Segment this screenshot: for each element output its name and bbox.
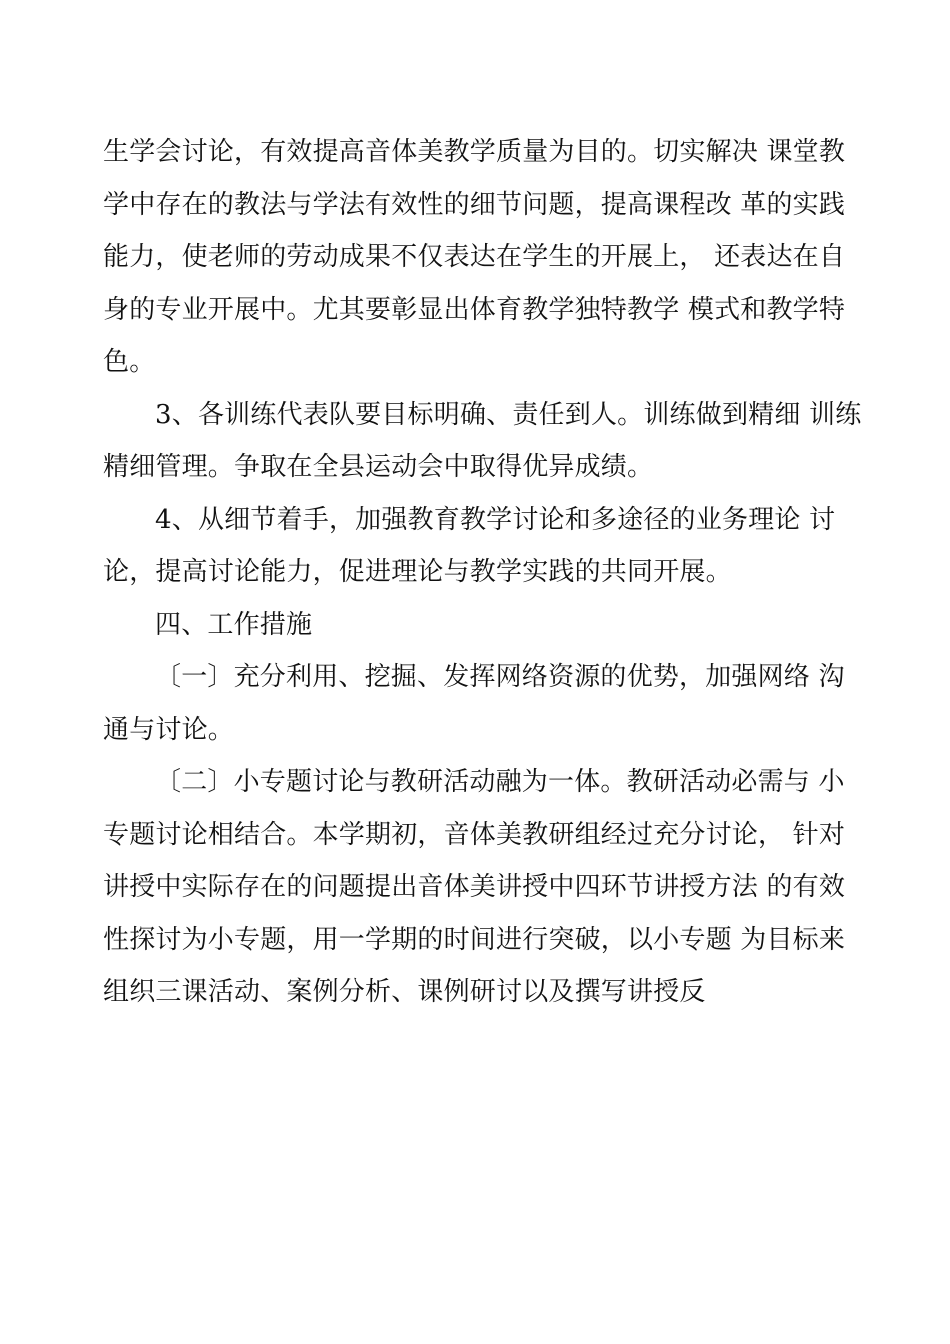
document-body bbox=[103, 126, 863, 1019]
text-line-indented: 〔一〕充分利用、挖掘、发挥网络资源的优势，加强网络 沟 bbox=[155, 662, 845, 692]
text-line: 讲授中实际存在的问题提出音体美讲授中四环节讲授方法 的有效 bbox=[103, 872, 846, 902]
text-line: 色。 bbox=[103, 347, 156, 377]
text-line-indented: 〔二〕小专题讨论与教研活动融为一体。教研活动必需与 小 bbox=[155, 767, 845, 797]
text-line: 生学会讨论，有效提高音体美教学质量为目的。切实解决 课堂教 bbox=[103, 137, 846, 167]
text-line: 组织三课活动、案例分析、课例研讨以及撰写讲授反 bbox=[103, 977, 706, 1007]
text-line-indented: 4、从细节着手，加强教育教学讨论和多途径的业务理论 讨 bbox=[155, 504, 836, 535]
text-line: 专题讨论相结合。本学期初，音体美教研组经过充分讨论， 针对 bbox=[103, 819, 846, 850]
text-line: 通与讨论。 bbox=[103, 714, 235, 745]
text-line: 论，提高讨论能力，促进理论与教学实践的共同开展。 bbox=[103, 557, 732, 587]
text-line: 学中存在的教法与学法有效性的细节问题，提高课程改 革的实践 bbox=[103, 189, 846, 220]
section-heading: 四、工作措施 bbox=[155, 609, 313, 640]
text-line-indented: 3、各训练代表队要目标明确、责任到人。训练做到精细 训练 bbox=[155, 399, 862, 430]
text-line: 身的专业开展中。尤其要彰显出体育教学独特教学 模式和教学特 bbox=[103, 294, 846, 325]
text-line: 性探讨为小专题，用一学期的时间进行突破，以小专题 为目标来 bbox=[103, 924, 846, 955]
text-line: 精细管理。争取在全县运动会中取得优异成绩。 bbox=[103, 452, 654, 482]
text-line: 能力，使老师的劳动成果不仅表达在学生的开展上， 还表达在自 bbox=[103, 242, 846, 272]
